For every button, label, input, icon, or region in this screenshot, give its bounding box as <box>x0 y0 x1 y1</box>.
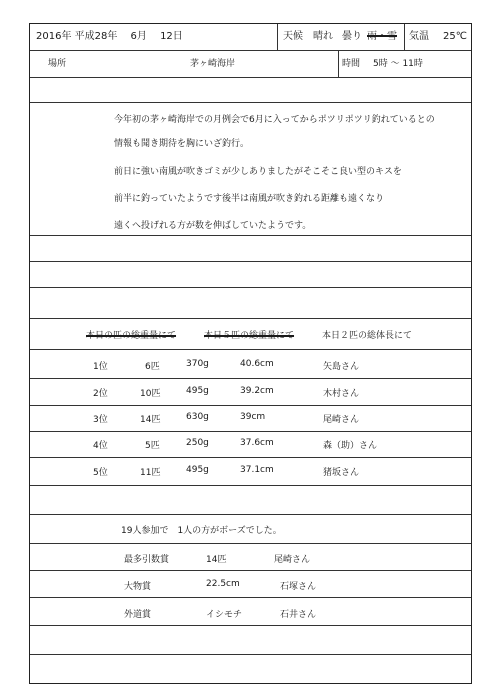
row-line <box>30 625 471 626</box>
angler-name: 木村さん <box>323 389 360 399</box>
rank: 4位 <box>93 441 108 451</box>
ranking-heading: 本日２匹の総体長にて <box>322 331 413 341</box>
award-label: 外道賞 <box>124 610 152 620</box>
ranking-heading-struck: 本日５匹の総重量にて <box>204 331 295 341</box>
length: 39.2cm <box>240 386 274 396</box>
rank: 3位 <box>93 415 108 425</box>
row-line <box>30 235 471 236</box>
row-line <box>30 287 471 288</box>
award-value: 14匹 <box>206 555 227 565</box>
weather-struck: 雨・雪 <box>367 31 397 42</box>
row-line <box>30 514 471 515</box>
weather-cloudy: 曇り <box>342 31 362 42</box>
rank: 1位 <box>93 362 108 372</box>
award-name: 石井さん <box>280 610 317 620</box>
note-line: 前日に強い南風が吹きゴミが少しありましたがそこそこ良い型のキスを <box>114 167 402 177</box>
rank: 2位 <box>93 389 108 399</box>
date-text: 2016年 平成28年 6月 12日 <box>36 31 183 42</box>
rank: 5位 <box>93 468 108 478</box>
row-line <box>30 405 471 406</box>
header-divider <box>277 24 278 50</box>
row-line <box>30 457 471 458</box>
time-label: 時間 <box>342 59 361 69</box>
row-line <box>30 349 471 350</box>
row-line <box>30 378 471 379</box>
header-divider <box>404 24 405 50</box>
place-value: 茅ヶ崎海岸 <box>190 59 236 69</box>
angler-name: 尾崎さん <box>323 415 360 425</box>
count: 5匹 <box>145 441 160 451</box>
row-line <box>30 261 471 262</box>
row-line <box>30 570 471 571</box>
note-line: 情報も聞き期待を胸にいざ釣行。 <box>114 139 250 149</box>
note-line: 遠くへ投げれる方が数を伸ばしていたようです。 <box>114 221 312 231</box>
weight: 495g <box>186 465 209 475</box>
length: 39cm <box>240 412 266 422</box>
row-line <box>30 50 471 51</box>
award-name: 尾崎さん <box>274 555 311 565</box>
angler-name: 猪坂さん <box>323 468 360 478</box>
time-value: 5時 〜 11時 <box>373 59 423 69</box>
weight: 370g <box>186 359 209 369</box>
weight: 250g <box>186 438 209 448</box>
award-value: 22.5cm <box>206 579 240 589</box>
place-divider <box>338 50 339 77</box>
row-line <box>30 431 471 432</box>
weight: 630g <box>186 412 209 422</box>
award-name: 石塚さん <box>280 582 317 592</box>
summary-text: 19人参加で 1人の方がボーズでした。 <box>121 526 282 536</box>
angler-name: 矢島さん <box>323 362 360 372</box>
row-line <box>30 318 471 319</box>
weight: 495g <box>186 386 209 396</box>
award-label: 最多引数賞 <box>124 555 170 565</box>
weather-label: 天候 <box>283 31 303 42</box>
note-line: 前半に釣っていたようです後半は南風が吹き釣れる距離も遠くなり <box>114 194 385 204</box>
row-line <box>30 485 471 486</box>
award-label: 大物賞 <box>124 582 152 592</box>
count: 6匹 <box>145 362 160 372</box>
row-line <box>30 543 471 544</box>
weather-sunny: 晴れ <box>313 31 333 42</box>
temp-label: 気温 <box>409 31 429 42</box>
length: 40.6cm <box>240 359 274 369</box>
logbook-sheet <box>29 23 472 684</box>
count: 14匹 <box>140 415 161 425</box>
temp-value: 25℃ <box>443 31 467 42</box>
count: 11匹 <box>140 468 161 478</box>
row-line <box>30 77 471 78</box>
ranking-heading-struck: 本日の匹の総重量にて <box>86 331 177 341</box>
award-value: イシモチ <box>206 610 243 620</box>
count: 10匹 <box>140 389 161 399</box>
row-line <box>30 102 471 103</box>
angler-name: 森（助）さん <box>323 441 378 451</box>
length: 37.1cm <box>240 465 274 475</box>
place-label: 場所 <box>48 59 67 69</box>
row-line <box>30 597 471 598</box>
row-line <box>30 654 471 655</box>
length: 37.6cm <box>240 438 274 448</box>
note-line: 今年初の茅ヶ崎海岸での月例会で6月に入ってからポツリポツリ釣れているとの <box>114 115 435 125</box>
